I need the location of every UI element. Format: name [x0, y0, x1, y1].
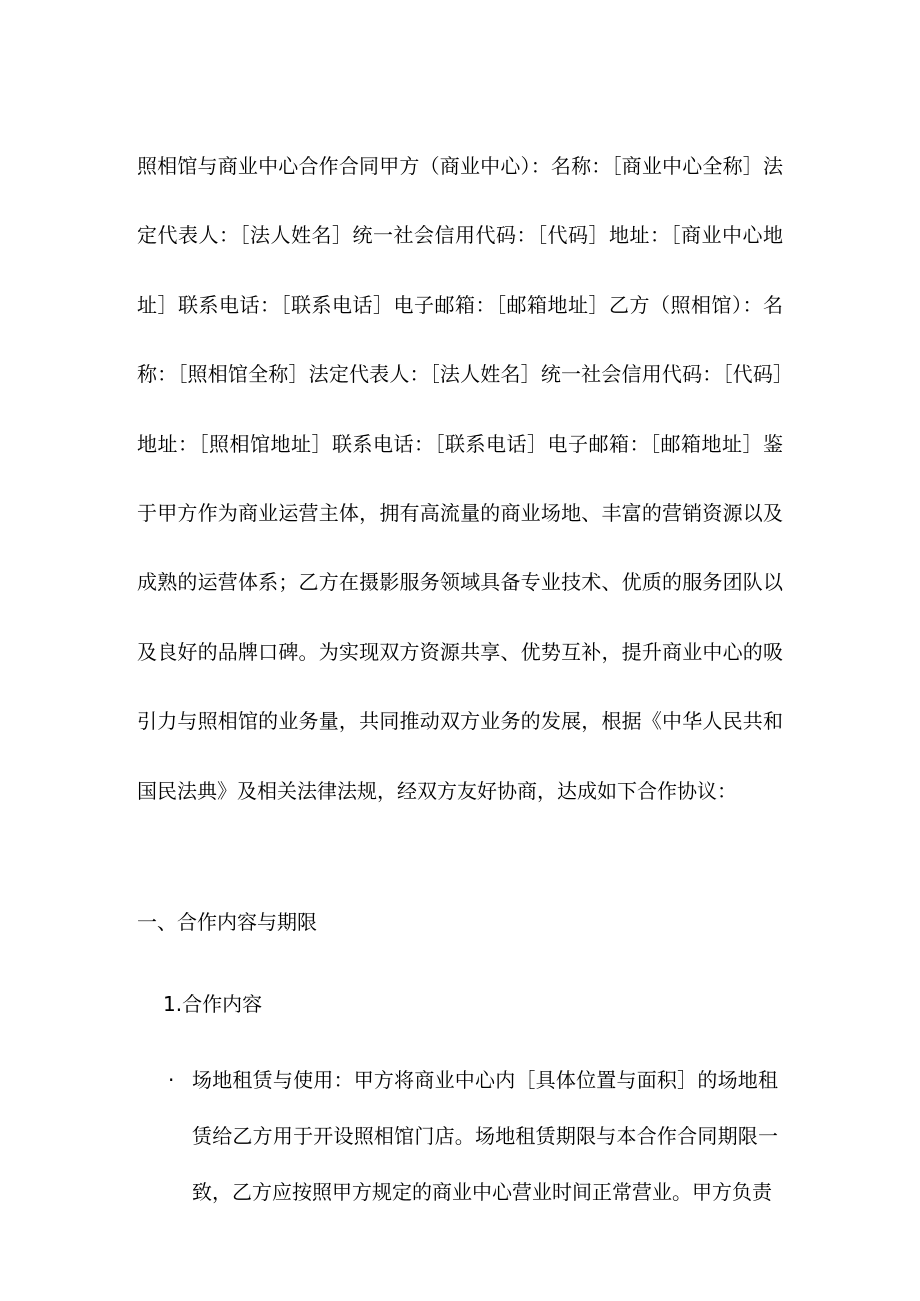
- section-heading-cooperation-content-and-term: 一、合作内容与期限: [137, 910, 317, 934]
- contract-intro-paragraph: 照相馆与商业中心合作合同甲方（商业中心）：名称：［商业中心全称］法定代表人：［法人姓名］统一社会信用代码：［代码］地址：［商业中心地址］联系电话：［联系电话］电子邮箱：［邮箱地址］乙方（照相馆）：名称：［照相馆全称］法定代表人：［法人姓名］统一社会信用代码：［代码］地址：［照相馆地址］联系电话：［联系电话］电子邮箱：［邮箱地址］鉴于甲方作为商业运营主体，拥有高流量的商业场地、丰富的营销资源以及成熟的运营体系；乙方在摄影服务领域具备专业技术、优质的服务团队以及良好的品牌口碑。为实现双方资源共享、优势互补，提升商业中心的吸引力与照相馆的业务量，共同推动双方业务的发展，根据《中华人民共和国民法典》及相关法律法规，经双方友好协商，达成如下合作协议：: [137, 154, 783, 803]
- bullet-text: 场地租赁与使用：甲方将商业中心内［具体位置与面积］的场地租赁给乙方用于开设照相馆门店。场地租赁期限与本合作合同期限一致，乙方应按照甲方规定的商业中心营业时间正常营业。甲方负责: [192, 1068, 778, 1204]
- bullet-dot-icon: ·: [168, 1068, 175, 1092]
- bullet-item-venue-lease: [168, 1052, 778, 1220]
- subsection-heading-cooperation-content: 1.合作内容: [163, 992, 263, 1016]
